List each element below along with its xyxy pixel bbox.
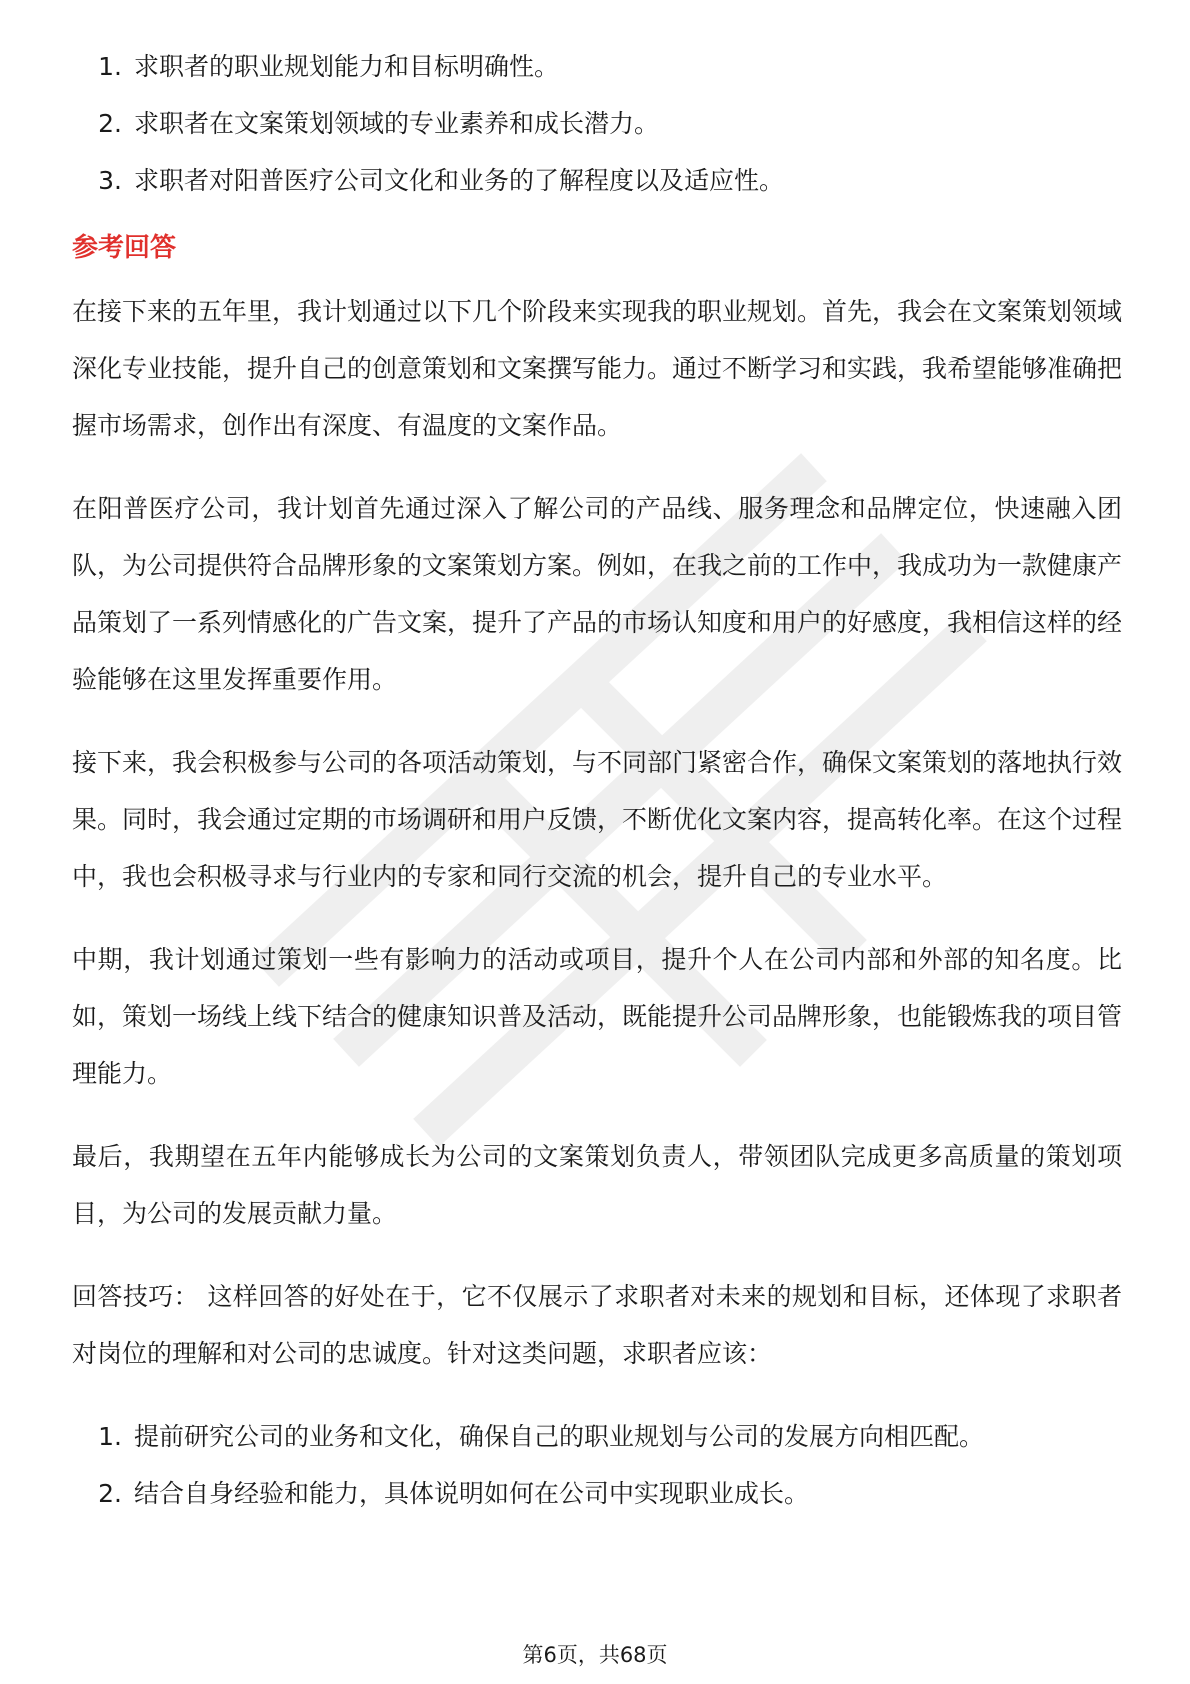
answer-paragraph: 中期，我计划通过策划一些有影响力的活动或项目，提升个人在公司内部和外部的知名度。比如，策划一场线上线下结合的健康知识普及活动，既能提升公司品牌形象，也能锻炼我的项目管理能力。 xyxy=(72,945,1123,1088)
page-number-footer: 第6页，共68页 xyxy=(522,1643,668,1667)
list-item xyxy=(72,95,1122,152)
list-item-text: 求职者在文案策划领域的专业素养和成长潜力。 xyxy=(134,109,660,138)
list-item xyxy=(72,38,1122,95)
list-number: 1. xyxy=(98,1422,122,1451)
answer-tips-paragraph: 回答技巧： 这样回答的好处在于，它不仅展示了求职者对未来的规划和目标，还体现了求职者对岗位的理解和对公司的忠诚度。针对这类问题，求职者应该： xyxy=(72,1282,1122,1368)
list-item-text: 求职者对阳普医疗公司文化和业务的了解程度以及适应性。 xyxy=(134,166,785,195)
section-title-reference-answer: 参考回答 xyxy=(72,233,177,263)
document-content xyxy=(72,38,1122,1522)
list-item xyxy=(72,152,1122,209)
tips-list xyxy=(72,1408,1122,1522)
answer-paragraph: 最后，我期望在五年内能够成长为公司的文案策划负责人，带领团队完成更多高质量的策划项目，为公司的发展贡献力量。 xyxy=(72,1142,1122,1228)
list-item-text: 求职者的职业规划能力和目标明确性。 xyxy=(134,52,560,81)
answer-paragraph: 在阳普医疗公司，我计划首先通过深入了解公司的产品线、服务理念和品牌定位，快速融入团队，为公司提供符合品牌形象的文案策划方案。例如，在我之前的工作中，我成功为一款健康产品策划了一系列情感化的广告文案，提升了产品的市场认知度和用户的好感度，我相信这样的经验能够在这里发挥重要作用。 xyxy=(72,494,1123,694)
list-item-text: 提前研究公司的业务和文化，确保自己的职业规划与公司的发展方向相匹配。 xyxy=(134,1422,985,1451)
list-item-text: 结合自身经验和能力，具体说明如何在公司中实现职业成长。 xyxy=(134,1479,810,1508)
list-number: 2. xyxy=(98,109,122,138)
list-item xyxy=(72,1408,1122,1465)
list-number: 2. xyxy=(98,1479,122,1508)
list-number: 3. xyxy=(98,166,122,195)
answer-paragraph: 在接下来的五年里，我计划通过以下几个阶段来实现我的职业规划。首先，我会在文案策划领域深化专业技能，提升自己的创意策划和文案撰写能力。通过不断学习和实践，我希望能够准确把握市场需求，创作出有深度、有温度的文案作品。 xyxy=(72,297,1123,440)
list-number: 1. xyxy=(98,52,122,81)
evaluation-points-list xyxy=(72,38,1122,209)
answer-paragraph: 接下来，我会积极参与公司的各项活动策划，与不同部门紧密合作，确保文案策划的落地执行效果。同时，我会通过定期的市场调研和用户反馈，不断优化文案内容，提高转化率。在这个过程中，我也会积极寻求与行业内的专家和同行交流的机会，提升自己的专业水平。 xyxy=(72,748,1123,891)
list-item xyxy=(72,1465,1122,1522)
